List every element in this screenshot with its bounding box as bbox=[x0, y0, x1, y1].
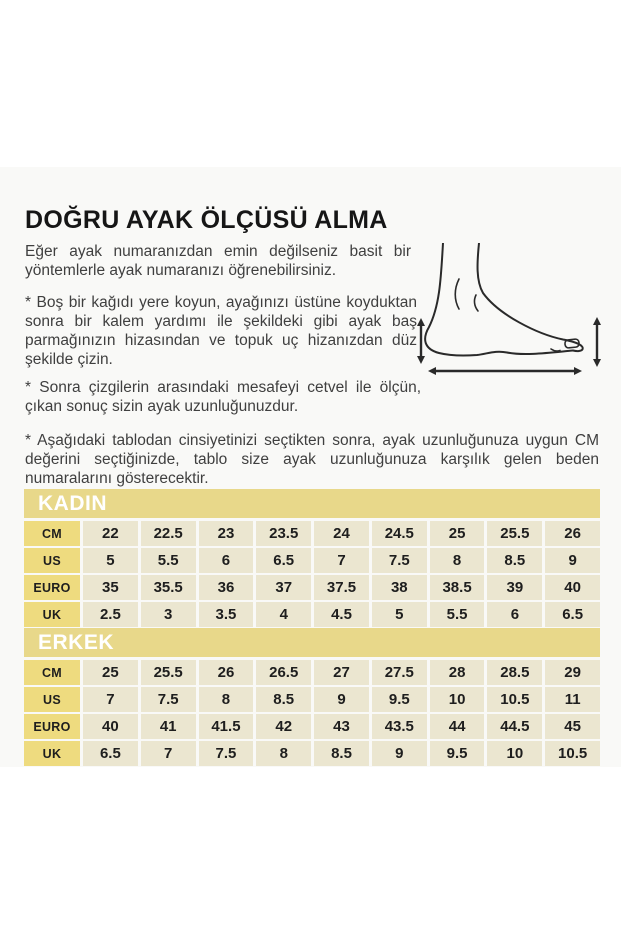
instruction-step-2: * Sonra çizgilerin arasındaki mesafeyi cetvel ile ölçün, çıkan sonuç sizin ayak uzunluğunuzdur. bbox=[25, 378, 421, 415]
size-cell: 6 bbox=[487, 602, 542, 627]
size-cell: 9 bbox=[314, 687, 369, 712]
foot-diagram-svg bbox=[413, 243, 609, 377]
size-cell: 43.5 bbox=[372, 714, 427, 739]
row-label: US bbox=[24, 687, 80, 712]
size-cell: 5.5 bbox=[141, 548, 196, 573]
size-cell: 8.5 bbox=[487, 548, 542, 573]
instruction-step-3: * Aşağıdaki tablodan cinsiyetinizi seçtikten sonra, ayak uzunluğunuza uygun CM değerini seçtiğinizde, tablo size ayak uzunluğunuza karşılık gelen beden numaralarını gösterecektir. bbox=[25, 431, 599, 487]
size-cell: 7 bbox=[141, 741, 196, 766]
size-cell: 7.5 bbox=[141, 687, 196, 712]
women-table-title: KADIN bbox=[38, 491, 107, 515]
size-cell: 9 bbox=[372, 741, 427, 766]
women-table-header bbox=[24, 489, 600, 518]
size-cell: 41.5 bbox=[199, 714, 254, 739]
size-cell: 42 bbox=[256, 714, 311, 739]
size-cell: 11 bbox=[545, 687, 600, 712]
size-cell: 25 bbox=[83, 660, 138, 685]
row-label: EURO bbox=[24, 575, 80, 600]
size-cell: 23 bbox=[199, 521, 254, 546]
size-cell: 9.5 bbox=[372, 687, 427, 712]
men-table-header bbox=[24, 628, 600, 657]
size-cell: 39 bbox=[487, 575, 542, 600]
size-cell: 41 bbox=[141, 714, 196, 739]
size-row-uk bbox=[24, 741, 600, 766]
row-label: CM bbox=[24, 521, 80, 546]
size-cell: 10 bbox=[430, 687, 485, 712]
women-size-table bbox=[24, 521, 600, 629]
size-cell: 23.5 bbox=[256, 521, 311, 546]
size-cell: 45 bbox=[545, 714, 600, 739]
size-cell: 6.5 bbox=[83, 741, 138, 766]
size-cell: 44 bbox=[430, 714, 485, 739]
instruction-step-1: * Boş bir kağıdı yere koyun, ayağınızı üstüne koyduktan sonra bir kalem yardımı ile şekildeki gibi ayak baş parmağınızın hizasından ve topuk uç hizanızdan düz şekilde çizin. bbox=[25, 293, 417, 368]
row-label: US bbox=[24, 548, 80, 573]
size-cell: 8 bbox=[256, 741, 311, 766]
size-cell: 6.5 bbox=[545, 602, 600, 627]
size-cell: 7.5 bbox=[199, 741, 254, 766]
size-cell: 7 bbox=[314, 548, 369, 573]
size-cell: 43 bbox=[314, 714, 369, 739]
size-cell: 5 bbox=[83, 548, 138, 573]
size-cell: 28.5 bbox=[487, 660, 542, 685]
size-cell: 44.5 bbox=[487, 714, 542, 739]
size-cell: 9.5 bbox=[430, 741, 485, 766]
size-cell: 22 bbox=[83, 521, 138, 546]
size-cell: 24.5 bbox=[372, 521, 427, 546]
size-cell: 26 bbox=[545, 521, 600, 546]
size-cell: 7.5 bbox=[372, 548, 427, 573]
size-cell: 8 bbox=[199, 687, 254, 712]
row-label: UK bbox=[24, 741, 80, 766]
size-cell: 5.5 bbox=[430, 602, 485, 627]
men-table-title: ERKEK bbox=[38, 630, 115, 654]
size-cell: 29 bbox=[545, 660, 600, 685]
size-cell: 25.5 bbox=[487, 521, 542, 546]
size-row-cm bbox=[24, 660, 600, 685]
size-row-cm bbox=[24, 521, 600, 546]
size-cell: 10 bbox=[487, 741, 542, 766]
row-label: UK bbox=[24, 602, 80, 627]
intro-text: Eğer ayak numaranızdan emin değilseniz basit bir yöntemlerle ayak numaranızı öğrenebilirsiniz. bbox=[25, 242, 411, 279]
size-cell: 40 bbox=[83, 714, 138, 739]
size-row-uk bbox=[24, 602, 600, 627]
size-row-euro bbox=[24, 575, 600, 600]
size-cell: 8.5 bbox=[314, 741, 369, 766]
size-cell: 26 bbox=[199, 660, 254, 685]
row-label: EURO bbox=[24, 714, 80, 739]
size-cell: 38.5 bbox=[430, 575, 485, 600]
size-cell: 22.5 bbox=[141, 521, 196, 546]
size-cell: 27 bbox=[314, 660, 369, 685]
size-cell: 36 bbox=[199, 575, 254, 600]
size-guide-panel bbox=[0, 167, 621, 767]
size-row-euro bbox=[24, 714, 600, 739]
size-cell: 35 bbox=[83, 575, 138, 600]
size-cell: 10.5 bbox=[487, 687, 542, 712]
size-cell: 10.5 bbox=[545, 741, 600, 766]
size-cell: 37 bbox=[256, 575, 311, 600]
size-cell: 6.5 bbox=[256, 548, 311, 573]
size-cell: 35.5 bbox=[141, 575, 196, 600]
row-label: CM bbox=[24, 660, 80, 685]
size-cell: 3.5 bbox=[199, 602, 254, 627]
size-cell: 40 bbox=[545, 575, 600, 600]
size-cell: 6 bbox=[199, 548, 254, 573]
size-cell: 3 bbox=[141, 602, 196, 627]
size-cell: 4.5 bbox=[314, 602, 369, 627]
size-row-us bbox=[24, 687, 600, 712]
size-cell: 9 bbox=[545, 548, 600, 573]
size-cell: 27.5 bbox=[372, 660, 427, 685]
men-size-table bbox=[24, 660, 600, 768]
page-title: DOĞRU AYAK ÖLÇÜSÜ ALMA bbox=[25, 205, 388, 234]
size-cell: 28 bbox=[430, 660, 485, 685]
size-cell: 4 bbox=[256, 602, 311, 627]
size-cell: 2.5 bbox=[83, 602, 138, 627]
size-row-us bbox=[24, 548, 600, 573]
foot-measurement-icon bbox=[413, 243, 609, 377]
size-cell: 5 bbox=[372, 602, 427, 627]
size-cell: 37.5 bbox=[314, 575, 369, 600]
size-cell: 26.5 bbox=[256, 660, 311, 685]
size-cell: 25 bbox=[430, 521, 485, 546]
size-cell: 38 bbox=[372, 575, 427, 600]
size-cell: 8.5 bbox=[256, 687, 311, 712]
size-cell: 8 bbox=[430, 548, 485, 573]
size-cell: 25.5 bbox=[141, 660, 196, 685]
size-cell: 24 bbox=[314, 521, 369, 546]
size-cell: 7 bbox=[83, 687, 138, 712]
